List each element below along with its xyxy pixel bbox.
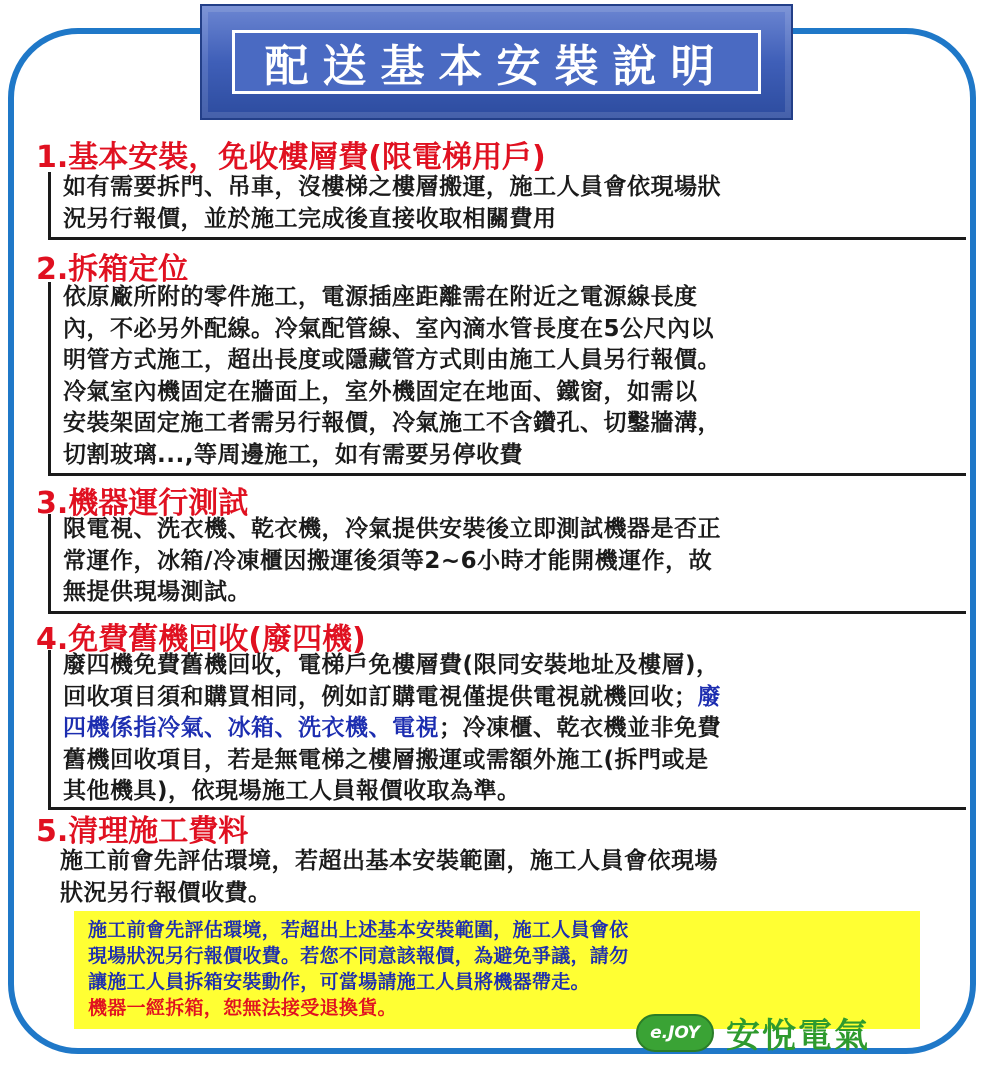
section-2-line-3: 明管方式施工，超出長度或隱藏管方式則由施工人員另行報價。 bbox=[63, 347, 721, 373]
section-4-line-1: 廢四機免費舊機回收，電梯戶免樓層費(限同安裝地址及樓層)， bbox=[63, 652, 720, 678]
section-1-line-1: 如有需要拆門、吊車，沒樓梯之樓層搬運，施工人員會依現場狀 bbox=[63, 174, 721, 200]
section-2-body bbox=[48, 282, 966, 476]
title-banner bbox=[200, 4, 793, 120]
section-5-line-2: 狀況另行報價收費。 bbox=[60, 879, 272, 906]
section-1-body bbox=[48, 172, 966, 240]
section-2-heading: 2.拆箱定位 bbox=[36, 252, 189, 287]
section-2-line-5: 安裝架固定施工者需另行報價，冷氣施工不含鑽孔、切鑿牆溝， bbox=[63, 410, 721, 436]
section-4-line-4: 舊機回收項目，若是無電梯之樓層搬運或需額外施工(拆門或是 bbox=[63, 746, 709, 773]
section-4-line-2-blue: 廢 bbox=[697, 683, 721, 710]
section-2-line-2: 內，不必另外配線。冷氣配管線、室內滴水管長度在5公尺內以 bbox=[63, 315, 715, 342]
section-1-heading: 1.基本安裝，免收樓層費(限電梯用戶) bbox=[36, 140, 546, 175]
notice-line-1: 施工前會先評估環境，若超出上述基本安裝範圍，施工人員會依 bbox=[88, 919, 629, 941]
brand-logo-group bbox=[636, 1008, 870, 1057]
section-3-line-2: 常運作，冰箱/冷凍櫃因搬運後須等2~6小時才能開機運作，故 bbox=[63, 547, 713, 574]
section-5-line-1: 施工前會先評估環境，若超出基本安裝範圍，施工人員會依現場 bbox=[60, 848, 718, 874]
section-3-line-1: 限電視、洗衣機、乾衣機，冷氣提供安裝後立即測試機器是否正 bbox=[63, 516, 721, 542]
section-4-line-3-black: ；冷凍櫃、乾衣機並非免費 bbox=[439, 715, 721, 741]
section-4-line-2 bbox=[63, 682, 966, 714]
section-4-line-5: 其他機具)，依現場施工人員報價收取為準。 bbox=[63, 778, 521, 804]
title-inner-box bbox=[232, 30, 761, 94]
notice-warning: 機器一經拆箱，恕無法接受退換貨。 bbox=[88, 997, 397, 1019]
section-2-line-1: 依原廠所附的零件施工，電源插座距離需在附近之電源線長度 bbox=[63, 284, 698, 310]
section-5-body bbox=[48, 846, 966, 906]
brand-name: 安悅電氣 bbox=[726, 1016, 870, 1056]
section-4-heading: 4.免費舊機回收(廢四機) bbox=[36, 622, 366, 657]
section-4-line-2-black: 回收項目須和購買相同，例如訂購電視僅提供電視就機回收； bbox=[63, 683, 698, 710]
section-3-body bbox=[48, 514, 966, 614]
notice-line-2: 現場狀況另行報價收費。若您不同意該報價，為避免爭議，請勿 bbox=[88, 945, 629, 967]
section-5-heading: 5.清理施工費料 bbox=[36, 814, 249, 849]
section-4-body bbox=[48, 650, 966, 810]
section-1-line-2: 況另行報價，並於施工完成後直接收取相關費用 bbox=[63, 205, 557, 232]
page-title: 配送基本安裝說明 bbox=[264, 41, 729, 92]
section-4-line-3 bbox=[63, 713, 966, 745]
section-3-heading: 3.機器運行測試 bbox=[36, 486, 249, 521]
section-3-line-3: 無提供現場測試。 bbox=[63, 579, 251, 605]
section-2-line-4: 冷氣室內機固定在牆面上，室外機固定在地面、鐵窗，如需以 bbox=[63, 378, 698, 405]
notice-line-3: 讓施工人員拆箱安裝動作，可當場請施工人員將機器帶走。 bbox=[88, 971, 590, 993]
section-2-line-6: 切割玻璃...,等周邊施工，如有需要另停收費 bbox=[63, 441, 523, 468]
section-4-line-3-blue: 四機係指冷氣、冰箱、洗衣機、電視 bbox=[63, 715, 439, 741]
ejoy-logo-icon: e.JOY bbox=[636, 1014, 714, 1052]
